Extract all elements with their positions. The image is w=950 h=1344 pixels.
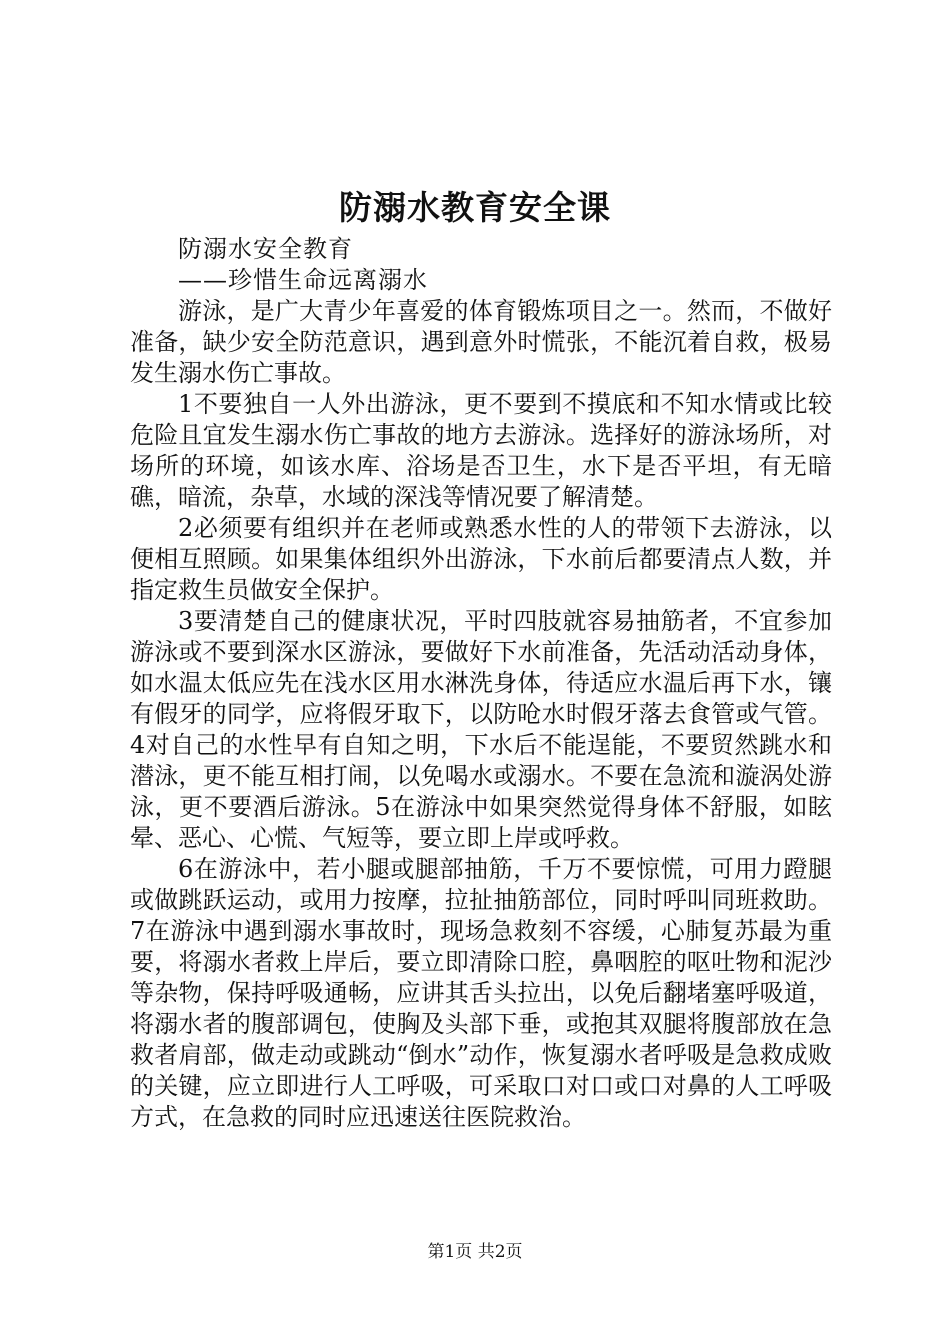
document-subtitle: 防溺水安全教育 xyxy=(178,235,353,263)
paragraph-rule-6-7: 6在游泳中，若小腿或腿部抽筋，千万不要惊慌，可用力蹬腿或做跳跃运动，或用力按摩，拉扯抽筋部位，同时呼叫同班救助。7在游泳中遇到溺水事故时，现场急救刻不容缓，心肺复苏最为重要，将溺水者救上岸后，要立即清除口腔，鼻咽腔的呕吐物和泥沙等杂物，保持呼吸通畅，应讲其舌头拉出，以免后翻堵塞呼吸道，将溺水者的腹部调包，使胸及头部下垂，或抱其双腿将腹部放在急救者肩部，做走动或跳动“倒水”动作，恢复溺水者呼吸是急救成败的关键，应立即进行人工呼吸，可采取口对口或口对鼻的人工呼吸方式，在急救的同时应迅速送往医院救治。 xyxy=(130,855,832,1131)
paragraph-rule-3-5: 3要清楚自己的健康状况，平时四肢就容易抽筋者，不宜参加游泳或不要到深水区游泳，要做好下水前准备，先活动活动身体，如水温太低应先在浅水区用水淋洗身体，待适应水温后再下水，镶有假牙的同学，应将假牙取下，以防呛水时假牙落去食管或气管。4对自己的水性早有自知之明，下水后不能逞能，不要贸然跳水和潜泳，更不能互相打闹，以免喝水或溺水。不要在急流和漩涡处游泳，更不要酒后游泳。5在游泳中如果突然觉得身体不舒服，如眩晕、恶心、心慌、气短等，要立即上岸或呼救。 xyxy=(130,607,832,852)
page-number-footer: 第1页 共2页 xyxy=(427,1242,523,1262)
page-title: 防溺水教育安全课 xyxy=(339,188,611,227)
paragraph-intro: 游泳，是广大青少年喜爱的体育锻炼项目之一。然而，不做好准备，缺少安全防范意识，遇到意外时慌张，不能沉着自救，极易发生溺水伤亡事故。 xyxy=(130,297,832,387)
document-body xyxy=(130,234,832,1133)
paragraph-rule-1: 1不要独自一人外出游泳，更不要到不摸底和不知水情或比较危险且宜发生溺水伤亡事故的地方去游泳。选择好的游泳场所，对场所的环境，如该水库、浴场是否卫生，水下是否平坦，有无暗礁，暗流，杂草，水域的深浅等情况要了解清楚。 xyxy=(130,390,832,511)
document-tagline: ——珍惜生命远离溺水 xyxy=(178,266,428,294)
paragraph-rule-2: 2必须要有组织并在老师或熟悉水性的人的带领下去游泳，以便相互照顾。如果集体组织外出游泳，下水前后都要清点人数，并指定救生员做安全保护。 xyxy=(130,514,832,604)
